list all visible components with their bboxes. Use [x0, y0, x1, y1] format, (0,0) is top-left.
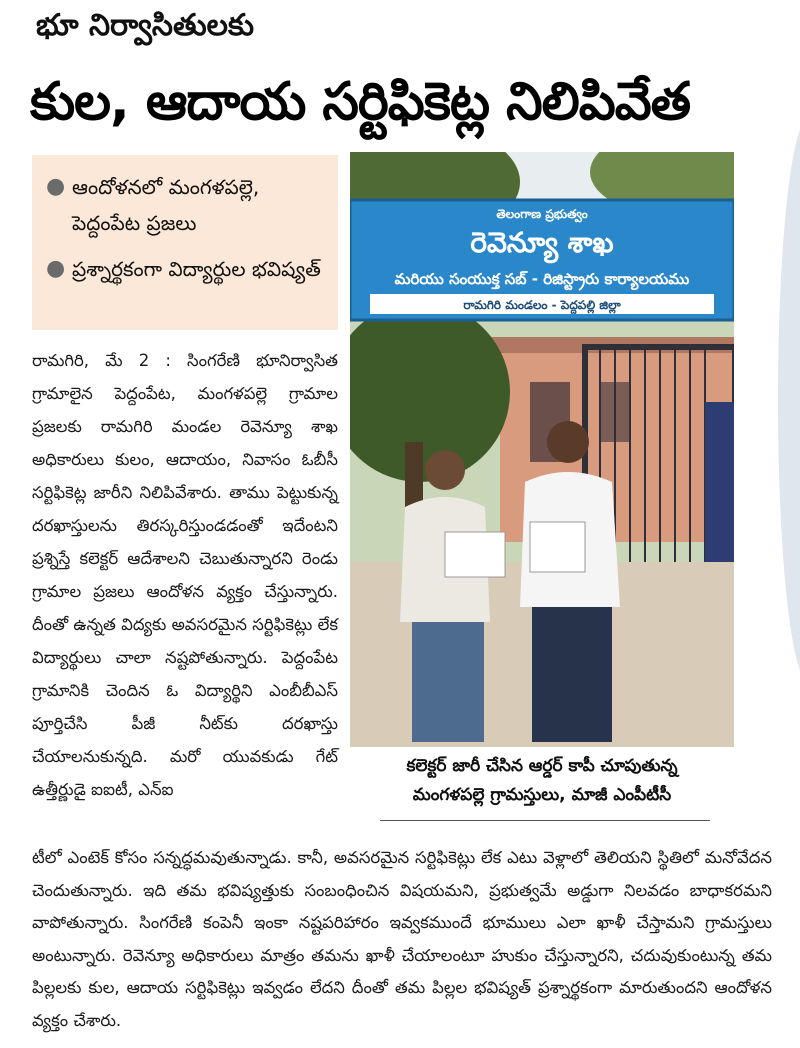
article-body-continued: టీలో ఎంటెక్ కోసం సన్నద్ధమవుతున్నాడు. కానీ, అవసరమైన సర్టిఫికెట్లు లేక ఎటు వెళ్లాలో తెలియని స్థితిలో మనోవేదన చెందుతున్నారు. ఇది తమ భవిష్యత్తుకు సంబంధించిన విషయమని, ప్రభుత్వమే అడ్డుగా నిలవడం బాధాకరమని వాపోతున్నారు. సింగరేణి కంపెనీ ఇంకా నష్టపరిహారం ఇవ్వకముందే భూములు ఎలా ఖాళీ చేస్తామని గ్రామస్తులు అంటున్నారు. రెవెన్యూ అధికారులు మాత్రం తమను ఖాళీ చేయాలంటూ హుకుం చేస్తున్నారని, చదువుకుంటున్న తమ పిల్లలకు కుల, ఆదాయ సర్టిఫికెట్లు ఇవ్వడం లేదని దీంతో తమ పిల్లల భవిష్యత్ ప్రశ్నార్థకంగా మారుతుందని ఆందోళన వ్యక్తం చేశారు.: [32, 848, 772, 1030]
sign-text-4: రామగిరి మండలం - పెద్దపల్లి జిల్లా: [463, 298, 621, 312]
article-headline: కుల, ఆదాయ సర్టిఫికెట్ల నిలిపివేత: [30, 72, 691, 132]
sign-text-1: తెలంగాణ ప్రభుత్వం: [496, 207, 588, 221]
highlight-text: ఆందోళనలో మంగళపల్లె, పెద్దంపేట ప్రజలు: [72, 175, 260, 235]
highlight-text: ప్రశ్నార్థకంగా విద్యార్థుల భవిష్యత్: [72, 257, 321, 281]
highlights-box: [32, 155, 338, 330]
caption-divider: [380, 820, 710, 821]
bullet-icon: ●: [46, 256, 66, 281]
caption-line-2: మంగళపల్లె గ్రామస్తులు, మాజీ ఎంపీటీసీ: [412, 785, 672, 805]
highlight-item: [46, 169, 326, 241]
photo-caption: [350, 752, 734, 810]
sign-text-3: మరియు సంయుక్త సబ్ - రిజిస్ట్రారు కార్యాలయము: [394, 270, 690, 288]
news-photo: [350, 152, 734, 747]
page-edge-decoration: [778, 120, 800, 680]
article-body-column: రామగిరి, మే 2 : సింగరేణి భూనిర్వాసిత గ్రామాలైన పెద్దంపేట, మంగళపల్లె గ్రామాల ప్రజలకు రామగిరి మండల రెవెన్యూ శాఖ అధికారులు కులం, ఆదాయం, నివాసం ఓబీసీ సర్టిఫికెట్ల జారీని నిలిపివేశారు. తాము పెట్టుకున్న దరఖాస్తులను తిరస్కరిస్తుండడంతో ఇదేంటని ప్రశ్నిస్తే కలెక్టర్ ఆదేశాలని చెబుతున్నారని రెండు గ్రామాల ప్రజలు ఆందోళన వ్యక్తం చేస్తున్నారు. దీంతో ఉన్నత విద్యకు అవసరమైన సర్టిఫికెట్లు లేక విద్యార్థులు చాలా నష్టపోతున్నారు. పెద్దంపేట గ్రామానికి చెందిన ఓ విద్యార్థిని ఎంబీబీఎస్ పూర్తిచేసి పీజీ నీట్‌కు దరఖాస్తు చేయాలనుకున్నది. మరో యువకుడు గేట్ ఉత్తీర్ణుడై ఐఐటీ, ఎన్ఐ: [32, 351, 338, 799]
sign-text-2: రెవెన్యూ శాఖ: [470, 226, 614, 259]
bullet-icon: ●: [46, 174, 66, 199]
highlight-item: [46, 251, 326, 287]
caption-line-1: కలెక్టర్ జారీ చేసిన ఆర్డర్ కాపీ చూపుతున్న: [406, 756, 678, 776]
article-kicker: భూ నిర్వాసితులకు: [36, 8, 254, 43]
